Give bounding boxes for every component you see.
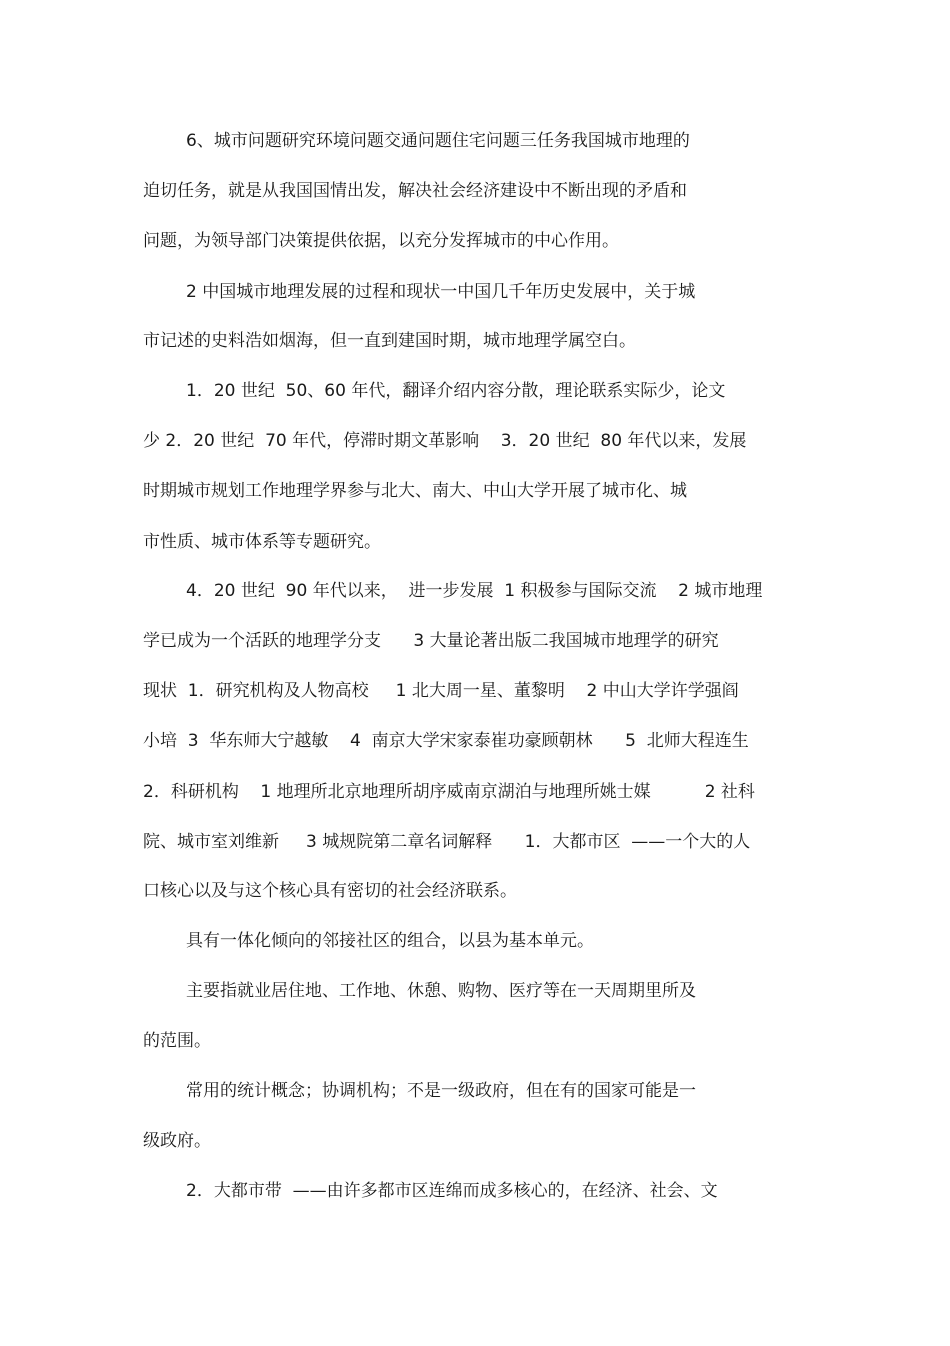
text-line: 少 2．20 世纪 70 年代，停滞时期文革影响 3．20 世纪 80 年代以来，发展 (143, 431, 747, 451)
text-line: 问题，为领导部门决策提供依据，以充分发挥城市的中心作用。 (143, 231, 619, 251)
text-line: 2 中国城市地理发展的过程和现状一中国几千年历史发展中，关于城 (186, 282, 696, 302)
text-line: 院、城市室刘维新 3 城规院第二章名词解释 1．大都市区 ——一个大的人 (143, 832, 751, 852)
text-line: 主要指就业居住地、工作地、休憩、购物、医疗等在一天周期里所及 (186, 981, 696, 1001)
text-line: 口核心以及与这个核心具有密切的社会经济联系。 (143, 881, 517, 901)
text-line: 常用的统计概念；协调机构；不是一级政府，但在有的国家可能是一 (186, 1081, 696, 1101)
text-line: 迫切任务，就是从我国国情出发，解决社会经济建设中不断出现的矛盾和 (143, 181, 687, 201)
text-line: 市性质、城市体系等专题研究。 (143, 532, 381, 552)
text-line: 时期城市规划工作地理学界参与北大、南大、中山大学开展了城市化、城 (143, 481, 687, 501)
text-line: 的范围。 (143, 1031, 211, 1051)
text-line: 6、城市问题研究环境问题交通问题住宅问题三任务我国城市地理的 (186, 131, 690, 151)
text-line: 市记述的史料浩如烟海，但一直到建国时期，城市地理学属空白。 (143, 331, 636, 351)
text-line: 2．大都市带 ——由许多都市区连绵而成多核心的，在经济、社会、文 (186, 1181, 718, 1201)
text-line: 级政府。 (143, 1131, 211, 1151)
text-line: 1．20 世纪 50、60 年代，翻译介绍内容分散，理论联系实际少，论文 (186, 381, 726, 401)
text-line: 具有一体化倾向的邻接社区的组合，以县为基本单元。 (186, 931, 594, 951)
text-line: 现状 1．研究机构及人物高校 1 北大周一星、董黎明 2 中山大学许学强阎 (143, 681, 739, 701)
text-line: 4．20 世纪 90 年代以来， 进一步发展 1 积极参与国际交流 2 城市地理 (186, 581, 763, 601)
text-line: 学已成为一个活跃的地理学分支 3 大量论著出版二我国城市地理学的研究 (143, 631, 719, 651)
text-line: 小培 3 华东师大宁越敏 4 南京大学宋家泰崔功豪顾朝林 5 北师大程连生 (143, 731, 749, 751)
text-line: 2．科研机构 1 地理所北京地理所胡序威南京湖泊与地理所姚士媒 2 社科 (143, 782, 755, 802)
